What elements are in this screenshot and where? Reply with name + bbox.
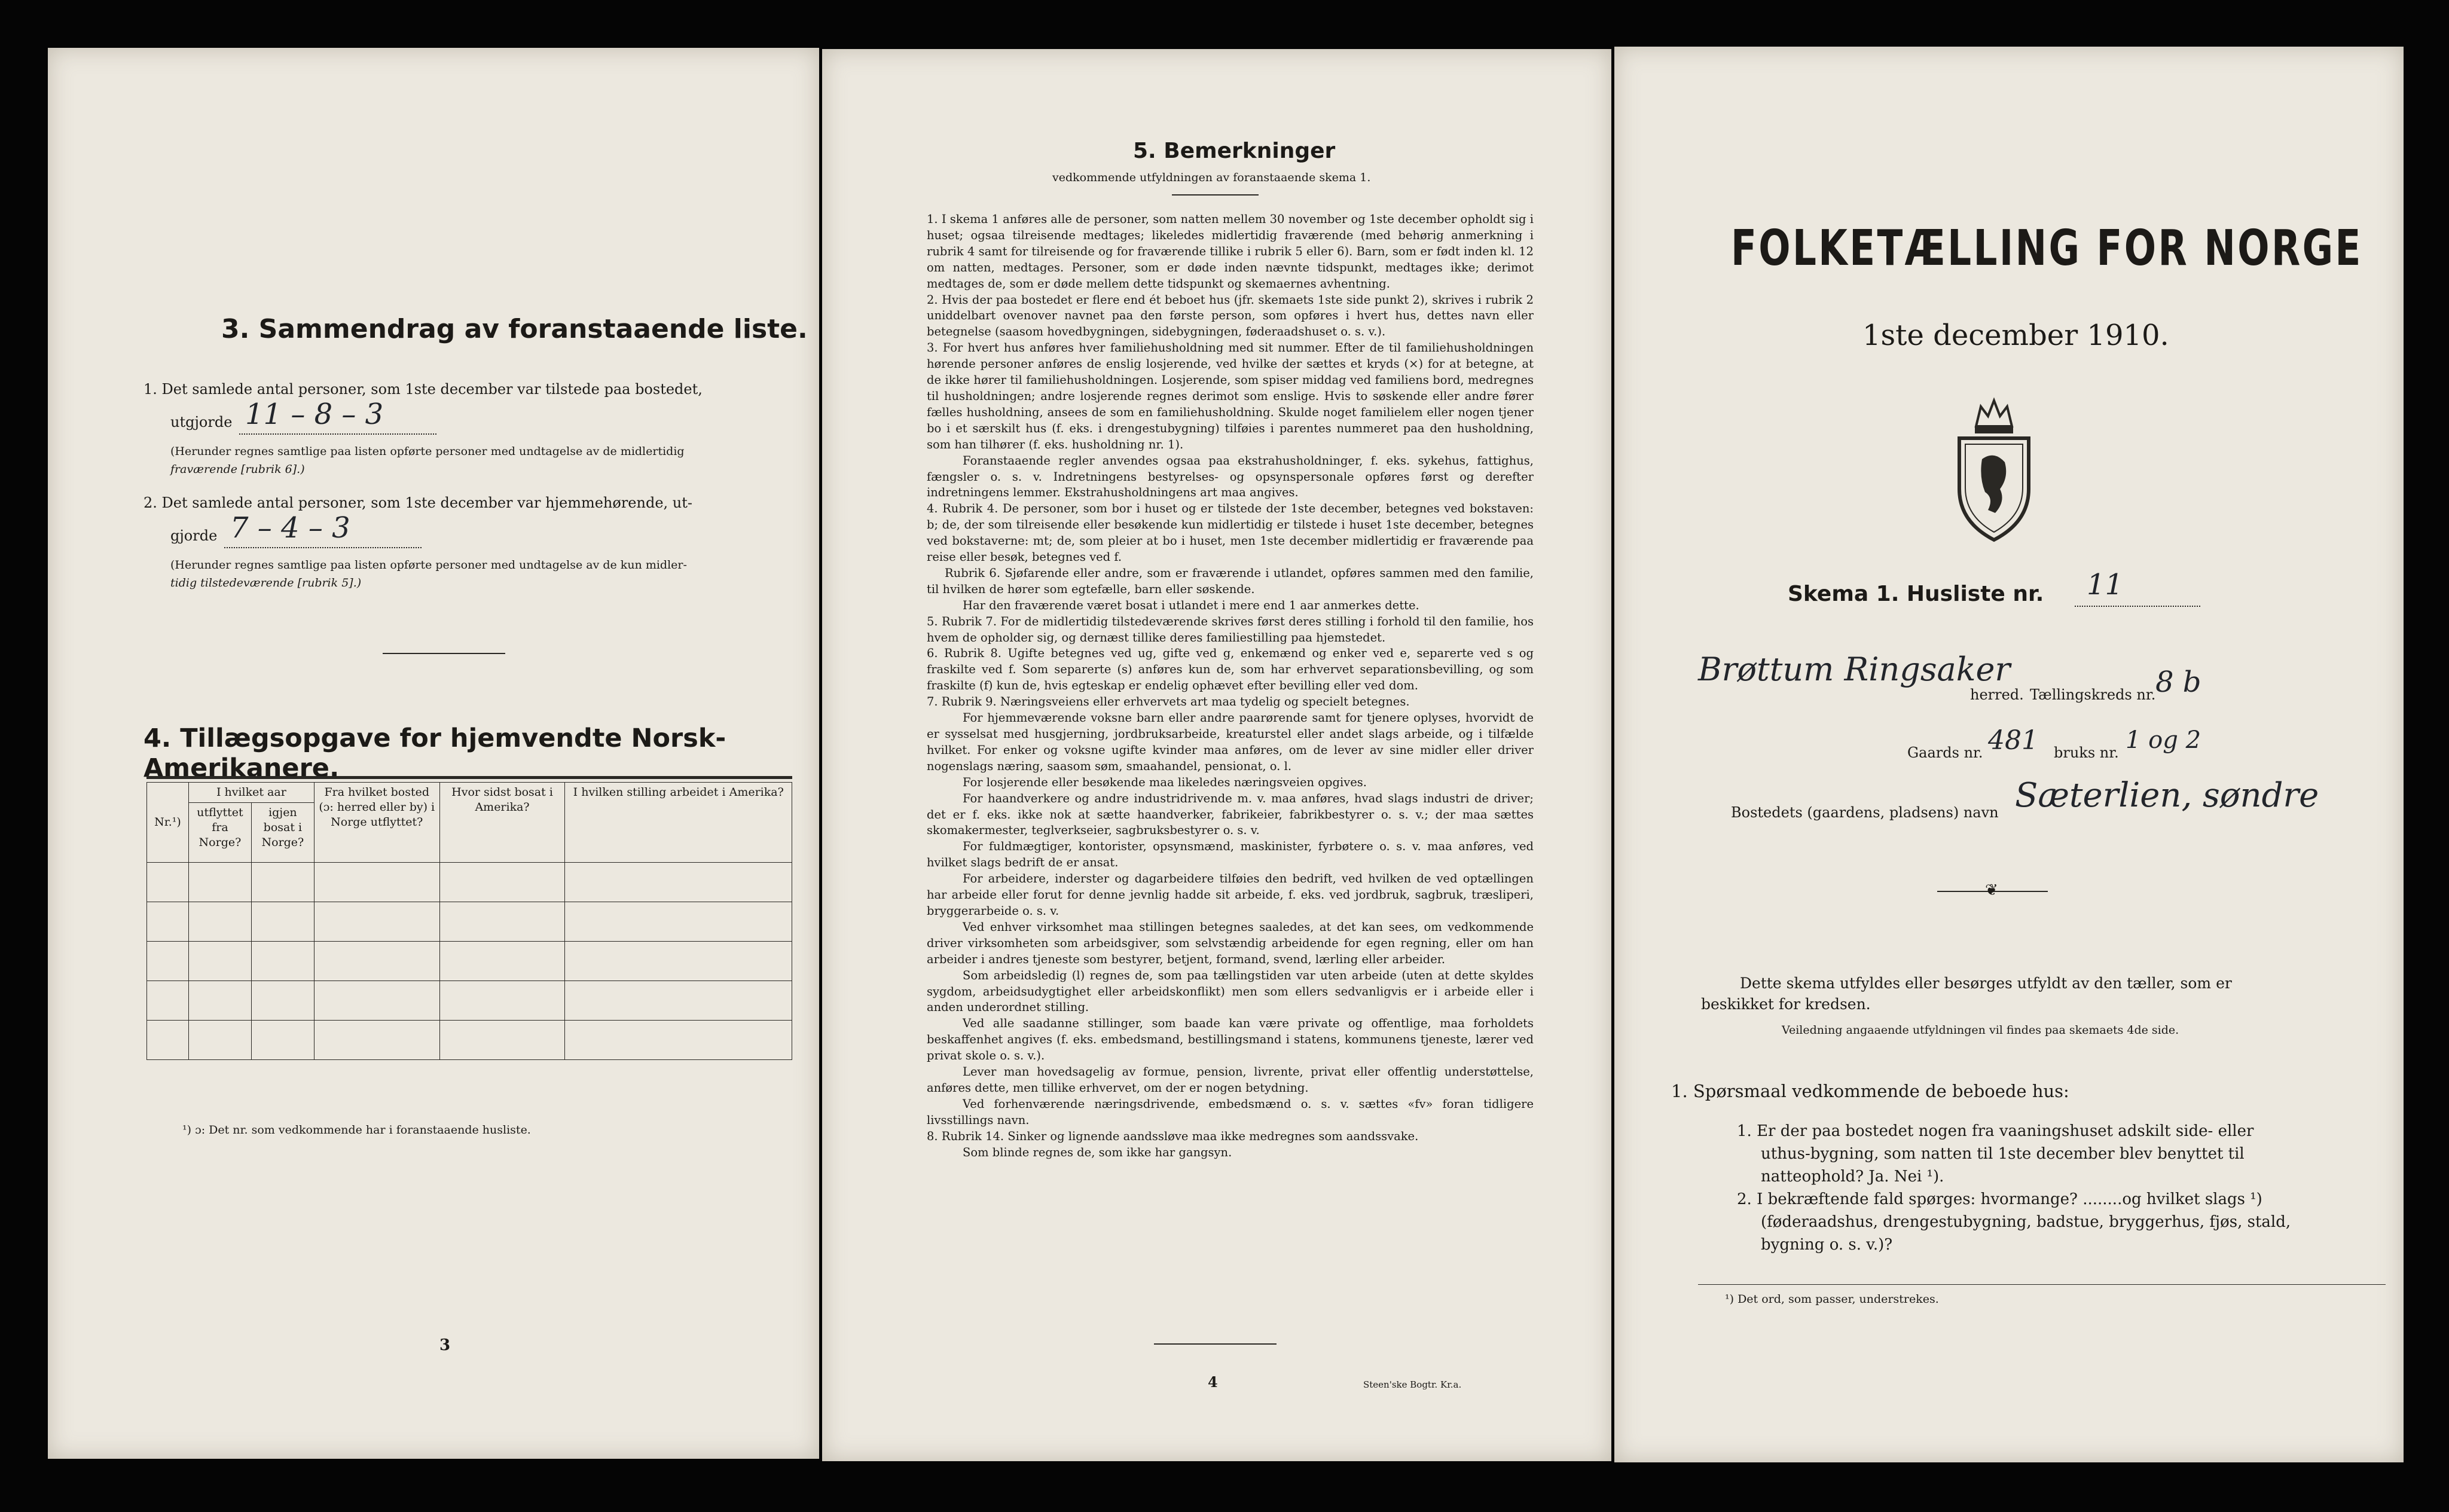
intro-line-2: beskikket for kredsen. <box>1701 995 1871 1013</box>
q2-note-1: (Herunder regnes samtlige paa listen opførte personer med undtagelse av de kun midler- <box>170 558 687 572</box>
remark-item: Har den fraværende været bosat i utlandet i mere end 1 aar anmerkes dette. <box>963 598 1419 612</box>
col-returned: igjen bosat i Norge? <box>251 803 314 863</box>
remark-item: Som arbeidsledig (l) regnes de, som paa tællingstiden var uten arbeide (uten at dette skyldes sygdom, arbeidsudygtighet eller arbeidskonflikt) men som ellers sedvanligvis er i arbeide eller i anden underordnet stilling. <box>927 968 1534 1015</box>
table-row <box>147 1021 792 1060</box>
q1-handwritten-count: 11 – 8 – 3 <box>245 398 384 431</box>
remarks-divider <box>1172 194 1259 196</box>
page-number-4: 4 <box>1208 1373 1218 1391</box>
remark-item: Rubrik 6. Sjøfarende eller andre, som er fraværende i utlandet, opføres sammen med den familie, til hvilken de hører som egtefælle, barn eller søskende. <box>927 566 1534 596</box>
right-footnote: ¹) Det ord, som passer, understrekes. <box>1725 1293 1939 1306</box>
remark-item: 3. For hvert hus anføres hver familiehusholdning med sit nummer. Efter de til familiehusholdningen hørende personer anføres de enslig losjerende, ved hvilke der sættes et kryds (×) for at betegne, at de ikke hører til familiehusholdningen. Losjerende, som spiser middag ved familiens bord, medregnes til husholdningen; andre losjerende regnes derimot som enslige. Hvis to søskende eller andre fører fælles husholdning, ansees de som en familiehusholdning. Skulde noget familielem eller nogen tjener bo i et særskilt hus (f. eks. i drengestubygning) tilføies i parentes nummeret paa den husholdning, som han tilhører (f. eks. husholdning nr. 1). <box>927 341 1534 451</box>
skema-label: Skema 1. Husliste nr. <box>1788 582 2044 606</box>
bruk-hand: 1 og 2 <box>2126 726 2201 754</box>
q2-dotted-line <box>224 547 422 548</box>
q1-note-1: (Herunder regnes samtlige paa listen opførte personer med undtagelse av de midlertidig <box>170 445 685 458</box>
remark-item: Ved enhver virksomhet maa stillingen betegnes saaledes, at det kan sees, om vedkommende driver virksomheten som arbeidsgiver, som selvstændig arbeidende for egen regning, eller om han arbeider i andres tjeneste som bestyrer, betjent, formand, svend, lærling eller arbeider. <box>927 920 1534 966</box>
section-3-title: 3. Sammendrag av foranstaaende liste. <box>221 314 808 344</box>
gaard-hand: 481 <box>1988 725 2038 756</box>
table-row <box>147 981 792 1021</box>
table-row <box>147 863 792 902</box>
remark-item: 4. Rubrik 4. De personer, som bor i huset og er tilstede der 1ste december, betegnes ved bokstaven: b; de, der som tilreisende eller besøkende kun midlertidig er tilstede i huset 1ste december, betegnes ved bokstaverne: mt; de, som pleier at bo i huset, men 1ste december midlertidig er fraværende paa reise eller besøk, betegnes ved f. <box>927 502 1534 564</box>
q2-a: 2. I bekræftende fald spørges: hvormange? ........og hvilket slags ¹) <box>1737 1190 2262 1208</box>
col-from-where: Fra hvilket bosted (ɔ: herred eller by) i Norge utflyttet? <box>314 783 439 863</box>
bosted-label: Bostedets (gaardens, pladsens) navn <box>1731 804 1999 821</box>
table-row <box>147 902 792 942</box>
remark-item: Som blinde regnes de, som ikke har gangsyn. <box>963 1145 1232 1159</box>
q1-dotted-line <box>239 433 436 435</box>
remark-item: Ved alle saadanne stillinger, som baade kan være private og offentlige, maa forholdets beskaffenhet angives (f. eks. embedsmand, bestillingsmand i statens, kommunens tjeneste, lærer ved privat skole o. s. v.). <box>927 1016 1534 1063</box>
gaard-label: Gaards nr. <box>1907 744 1983 761</box>
guide-line: Veiledning angaaende utfyldningen vil findes paa skemaets 4de side. <box>1782 1024 2179 1037</box>
remark-item: For haandverkere og andre industridrivende m. v. maa anføres, hvad slags industri de driver; det er f. eks. ikke nok at sætte haandverker, fabrikeier, fabrikbestyrer o. s. v.; der maa sættes skomakermester, teglverkseier, sagbruksbestyrer o. s. v. <box>927 791 1534 838</box>
q1-c: natteophold? Ja. Nei ¹). <box>1761 1168 1944 1186</box>
q2-line: 2. Det samlede antal personer, som 1ste december var hjemmehørende, ut- <box>143 494 692 511</box>
col-emigrated: utflyttet fra Norge? <box>188 803 251 863</box>
remark-item: 6. Rubrik 8. Ugifte betegnes ved ug, gifte ved g, enkemænd og enker ved e, separerte ved s og fraskilte ved f. Som separerte (s) anføres kun de, som har erhvervet separationsbevilling, og som fraskilte (f) kun de, hvis egteskap er endelig ophævet efter bevilling eller ved dom. <box>927 646 1534 693</box>
bottom-divider <box>1154 1343 1277 1345</box>
q1-b: uthus-bygning, som natten til 1ste december blev benyttet til <box>1761 1145 2245 1163</box>
col-year-group: I hvilket aar <box>188 783 314 803</box>
remarks-body <box>927 212 1534 1160</box>
skema-dotted-line <box>2075 606 2200 607</box>
table-row <box>147 942 792 981</box>
q1-line: 1. Det samlede antal personer, som 1ste december var tilstede paa bostedet, <box>143 381 703 398</box>
footnote-rule <box>1698 1284 2386 1285</box>
page-number-3: 3 <box>439 1336 451 1354</box>
bruk-label: bruks nr. <box>2054 744 2119 761</box>
krets-label: Tællingskreds nr. <box>2030 686 2156 703</box>
left-page <box>48 48 819 1459</box>
q2-c: bygning o. s. v.)? <box>1761 1236 1893 1254</box>
remark-item: 5. Rubrik 7. For de midlertidig tilstedeværende skrives først deres stilling i forhold til den familie, hos hvem de opholder sig, og dernæst tillike deres familiestilling paa hjemstedet. <box>927 614 1534 644</box>
norsk-amerikanere-table <box>146 782 792 1060</box>
remark-item: Lever man hovedsagelig av formue, pension, livrente, privat eller offentlig understøttelse, anføres dette, men tillike erhvervet, om der er nogen betydning. <box>927 1065 1534 1095</box>
q1-note-2: fraværende [rubrik 6].) <box>170 463 305 476</box>
herred-hand: Brøttum Ringsaker <box>1698 650 2011 688</box>
norway-coat-of-arms-icon <box>1952 393 2036 546</box>
remark-item: For fuldmægtiger, kontorister, opsynsmænd, maskinister, fyrbøtere o. s. v. maa anføres, ved hvilket slags bedrift de er ansat. <box>927 839 1534 870</box>
document-date: 1ste december 1910. <box>1862 319 2169 352</box>
remark-item: 1. I skema 1 anføres alle de personer, som natten mellem 30 november og 1ste december opholdt sig i huset; ogsaa tilreisende medtages; likeledes midlertidig fraværende (med behørig anmerkning i rubrik 4 samt for tilreisende og for fraværende tillike i rubrik 5 eller 6). Barn, som er født inden kl. 12 om natten, medtages. Personer, som er døde inden nævnte tidspunkt, medtages ikke; derimot medtages de, som er døde mellem dette tidspunkt og skemaernes avhentning. <box>927 212 1534 291</box>
left-footnote: ¹) ɔ: Det nr. som vedkommende har i foranstaaende husliste. <box>182 1123 531 1137</box>
remarks-subtitle: vedkommende utfyldningen av foranstaaende skema 1. <box>1052 171 1371 184</box>
document-title: FOLKETÆLLING FOR NORGE <box>1731 220 2363 277</box>
remark-item: Ved forhenværende næringsdrivende, embedsmænd o. s. v. sættes «fv» foran tidligere livsstillings navn. <box>927 1096 1534 1127</box>
question-1 <box>1737 1120 2395 1256</box>
herred-label: herred. <box>1970 686 2024 703</box>
middle-page <box>822 49 1611 1461</box>
printer-mark: Steen'ske Bogtr. Kr.a. <box>1363 1379 1462 1390</box>
q2-prefix: gjorde <box>170 527 218 544</box>
q2-handwritten-count: 7 – 4 – 3 <box>230 511 350 545</box>
remark-item: Foranstaaende regler anvendes ogsaa paa ekstrahusholdninger, f. eks. sykehus, fattighus, fængsler o. s. v. Indretningens bestyrelses- og opsynspersonale opføres først og derefter indretningens lemmer. Ekstrahusholdningens art maa angives. <box>927 453 1534 500</box>
section-4-title: 4. Tillægsopgave for hjemvendte Norsk-Amerikanere. <box>143 723 726 783</box>
q2-b: (føderaadshus, drengestubygning, badstue, bryggerhus, fjøs, stald, <box>1761 1213 2291 1231</box>
q1-prefix: utgjorde <box>170 414 233 430</box>
questions-heading: 1. Spørsmaal vedkommende de beboede hus: <box>1671 1081 2069 1101</box>
remarks-title: 5. Bemerkninger <box>1133 139 1336 163</box>
remark-item: For hjemmeværende voksne barn eller andre paarørende samt for tjenere oplyses, hvorvidt de er sysselsat med husgjerning, jordbruksarbeide, kreaturstel eller andet slags arbeide, og i tilfælde hvilket. For enker og voksne ugifte kvinder maa anføres, om de lever av sine midler eller driver nogenslags næring, saasom søm, smaahandel, pensionat, o. l. <box>927 711 1534 773</box>
col-last-america: Hvor sidst bosat i Amerika? <box>439 783 565 863</box>
remark-item: 7. Rubrik 9. Næringsveiens eller erhvervets art maa tydelig og specielt betegnes. <box>927 695 1410 709</box>
remark-item: 8. Rubrik 14. Sinker og lignende aandssløve maa ikke medregnes som aandssvake. <box>927 1129 1419 1143</box>
remark-item: 2. Hvis der paa bostedet er flere end ét beboet hus (jfr. skemaets 1ste side punkt 2), skrives i rubrik 2 uniddelbart ovenover navnet paa den første person, som opføres i hvert hus, dettes navn eller betegnelse (saasom hovedbygningen, sidebygningen, føderaadshuset o. s. v.). <box>927 292 1534 339</box>
col-position: I hvilken stilling arbeidet i Amerika? <box>565 783 792 863</box>
col-nr: Nr.¹) <box>147 783 189 863</box>
divider <box>383 653 505 654</box>
bosted-hand: Sæterlien, søndre <box>2015 776 2319 815</box>
q2-note-2: tidig tilstedeværende [rubrik 5].) <box>170 576 362 589</box>
remark-item: For arbeidere, inderster og dagarbeidere tilføies den bedrift, ved hvilken de ved optællingen har arbeide eller forut for denne jevnlig hadde sit arbeide, f. eks. ved jordbruk, sagbruk, træsliperi, bryggerarbeide o. s. v. <box>927 872 1534 918</box>
intro-line-1: Dette skema utfyldes eller besørges utfyldt av den tæller, som er <box>1740 975 2232 992</box>
right-page <box>1614 47 2404 1462</box>
skema-hand: 11 <box>2087 568 2124 601</box>
table-top-rule <box>146 776 792 779</box>
ornament-icon: ❦ <box>1985 881 1998 899</box>
q1-a: 1. Er der paa bostedet nogen fra vaaningshuset adskilt side- eller <box>1737 1122 2254 1140</box>
krets-hand: 8 b <box>2155 665 2201 699</box>
remark-item: For losjerende eller besøkende maa likeledes næringsveien opgives. <box>963 775 1367 789</box>
